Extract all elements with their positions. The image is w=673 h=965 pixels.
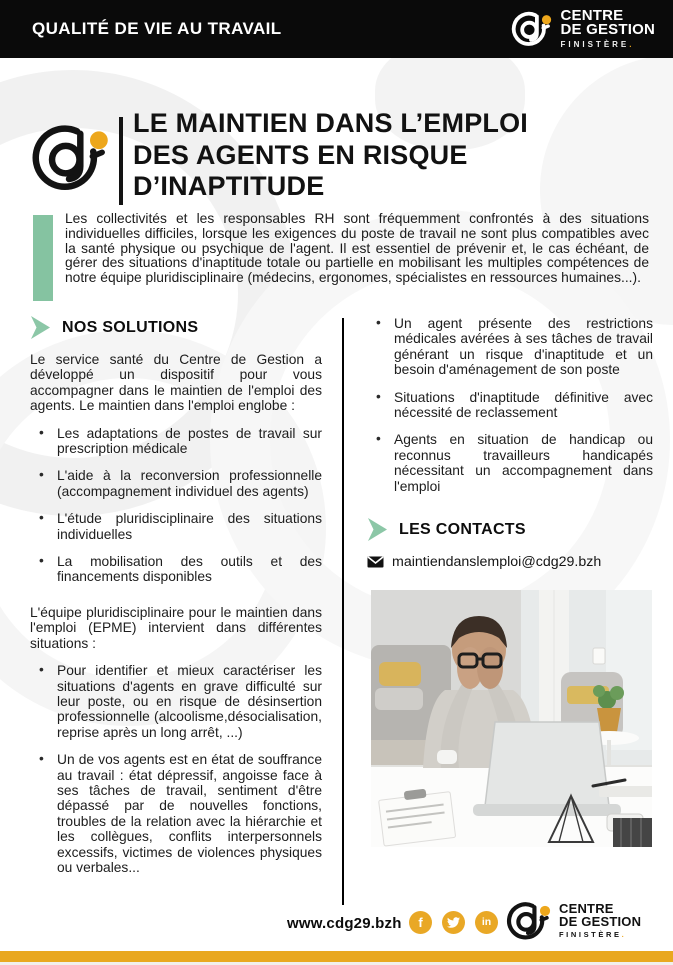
contacts-heading <box>367 518 653 541</box>
contacts-heading-text: LES CONTACTS <box>399 520 526 538</box>
brand-line2: DE GESTION <box>560 21 655 38</box>
page-title-line: LE MAINTIEN DANS L’EMPLOI <box>133 108 529 138</box>
column-divider <box>342 318 344 905</box>
solutions-list <box>30 426 322 585</box>
brand-region-text: FINISTÈRE <box>560 40 630 49</box>
website-link[interactable]: www.cdg29.bzh <box>287 915 402 932</box>
list-item: • Un agent présente des restrictions médicales avérées à ses tâches de travail générant un risque d'inaptitude et un besoin d'aménagement de son poste <box>367 316 653 378</box>
solutions-heading-text: NOS SOLUTIONS <box>62 318 199 336</box>
stressed-worker-illustration <box>371 590 652 847</box>
linkedin-glyph: in <box>481 916 492 929</box>
list-item: • La mobilisation des outils et des financements disponibles <box>30 554 322 585</box>
facebook-icon[interactable] <box>409 911 432 934</box>
footer-logo <box>505 897 641 945</box>
cdg-logo-icon <box>505 897 551 945</box>
chevron-right-icon <box>367 518 388 541</box>
contact-email-link[interactable] <box>367 554 653 570</box>
page-title-line: DES AGENTS EN RISQUE <box>133 139 468 170</box>
list-item: • Pour identifier et mieux caractériser les situations d'agents en grave difficulté sur leur poste, ou en risque de désinsertion professionnelle (alcoolisme,désocialisation, reprise après un long arrêt, ...) <box>30 663 322 740</box>
contact-email-text: maintiendanslemploi@cdg29.bzh <box>392 554 602 571</box>
intro-accent-bar <box>33 215 53 301</box>
brand-region <box>559 930 641 939</box>
page-title <box>133 108 663 203</box>
brand-line1: CENTRE <box>559 901 614 916</box>
header-logo <box>510 7 655 51</box>
cdg-logo-icon <box>28 116 110 200</box>
cdg-logo-icon <box>510 7 552 51</box>
brand-line2: DE GESTION <box>559 913 642 929</box>
list-item: • L'étude pluridisciplinaire des situations individuelles <box>30 511 322 542</box>
stressed-worker-photo <box>371 590 652 847</box>
situations-list <box>367 316 653 494</box>
intro-text: Les collectivités et les responsables RH sont fréquemment confrontés à des situations individuelles difficiles, lorsque les exigences du poste de travail ne sont plus compatibles avec la santé physique ou psychique de l'agent. Il est essentiel de prévenir et, le cas échéant, de gérer des situations d'inaptitude totale ou partielle en mobilisant les multiples compétences de notre équipe pluridisciplinaire (médecins, ergonomes, spécialistes en ressources humaines...). <box>65 211 649 286</box>
right-column <box>367 316 653 847</box>
facebook-glyph: f <box>418 915 423 930</box>
list-item: • L'aide à la reconversion professionnelle (accompagnement individuel des agents) <box>30 468 322 499</box>
list-item: • Situations d'inaptitude définitive avec nécessité de reclassement <box>367 390 653 421</box>
epme-intro: L'équipe pluridisciplinaire pour le maintien dans l'emploi (EPME) intervient dans différentes situations : <box>30 604 322 651</box>
epme-list <box>30 663 322 875</box>
brand-region-text: FINISTÈRE <box>559 930 622 939</box>
page-title-line: D’INAPTITUDE <box>133 171 325 201</box>
envelope-icon <box>367 556 384 568</box>
title-divider <box>119 117 123 205</box>
chevron-right-icon <box>30 316 51 339</box>
left-column <box>30 316 322 887</box>
brand-text <box>560 9 655 49</box>
list-item: • Agents en situation de handicap ou reconnus travailleurs handicapés nécessitant un accompagnement dans l'emploi <box>367 432 653 494</box>
social-links <box>409 911 498 934</box>
solutions-intro: Le service santé du Centre de Gestion a développé un dispositif pour vous accompagner dans le maintien de l'emploi des agents. Le maintien dans l'emploi englobe : <box>30 352 322 414</box>
twitter-bird-icon <box>447 916 460 929</box>
solutions-heading <box>30 316 322 339</box>
list-item: • Les adaptations de postes de travail sur prescription médicale <box>30 426 322 457</box>
twitter-icon[interactable] <box>442 911 465 934</box>
brand-region-dot: . <box>621 930 627 939</box>
list-item: • Un de vos agents est en état de souffrance au travail : état dépressif, angoisse face à ses tâches de travail, sentiment d'être dépassé par de nouvelles fonctions, troubles de la relation avec la hiérarchie et les collègues, conflits interpersonnels excessifs, victimes de violences physiques ou verbales... <box>30 752 322 875</box>
brand-region-dot: . <box>629 40 635 49</box>
bottom-accent-bar <box>0 951 673 962</box>
header-bar <box>0 0 673 58</box>
brand-line1: CENTRE <box>560 7 624 24</box>
brand-text <box>559 903 641 939</box>
header-title: QUALITÉ DE VIE AU TRAVAIL <box>32 19 282 38</box>
brand-region <box>560 40 655 49</box>
linkedin-icon[interactable] <box>475 911 498 934</box>
